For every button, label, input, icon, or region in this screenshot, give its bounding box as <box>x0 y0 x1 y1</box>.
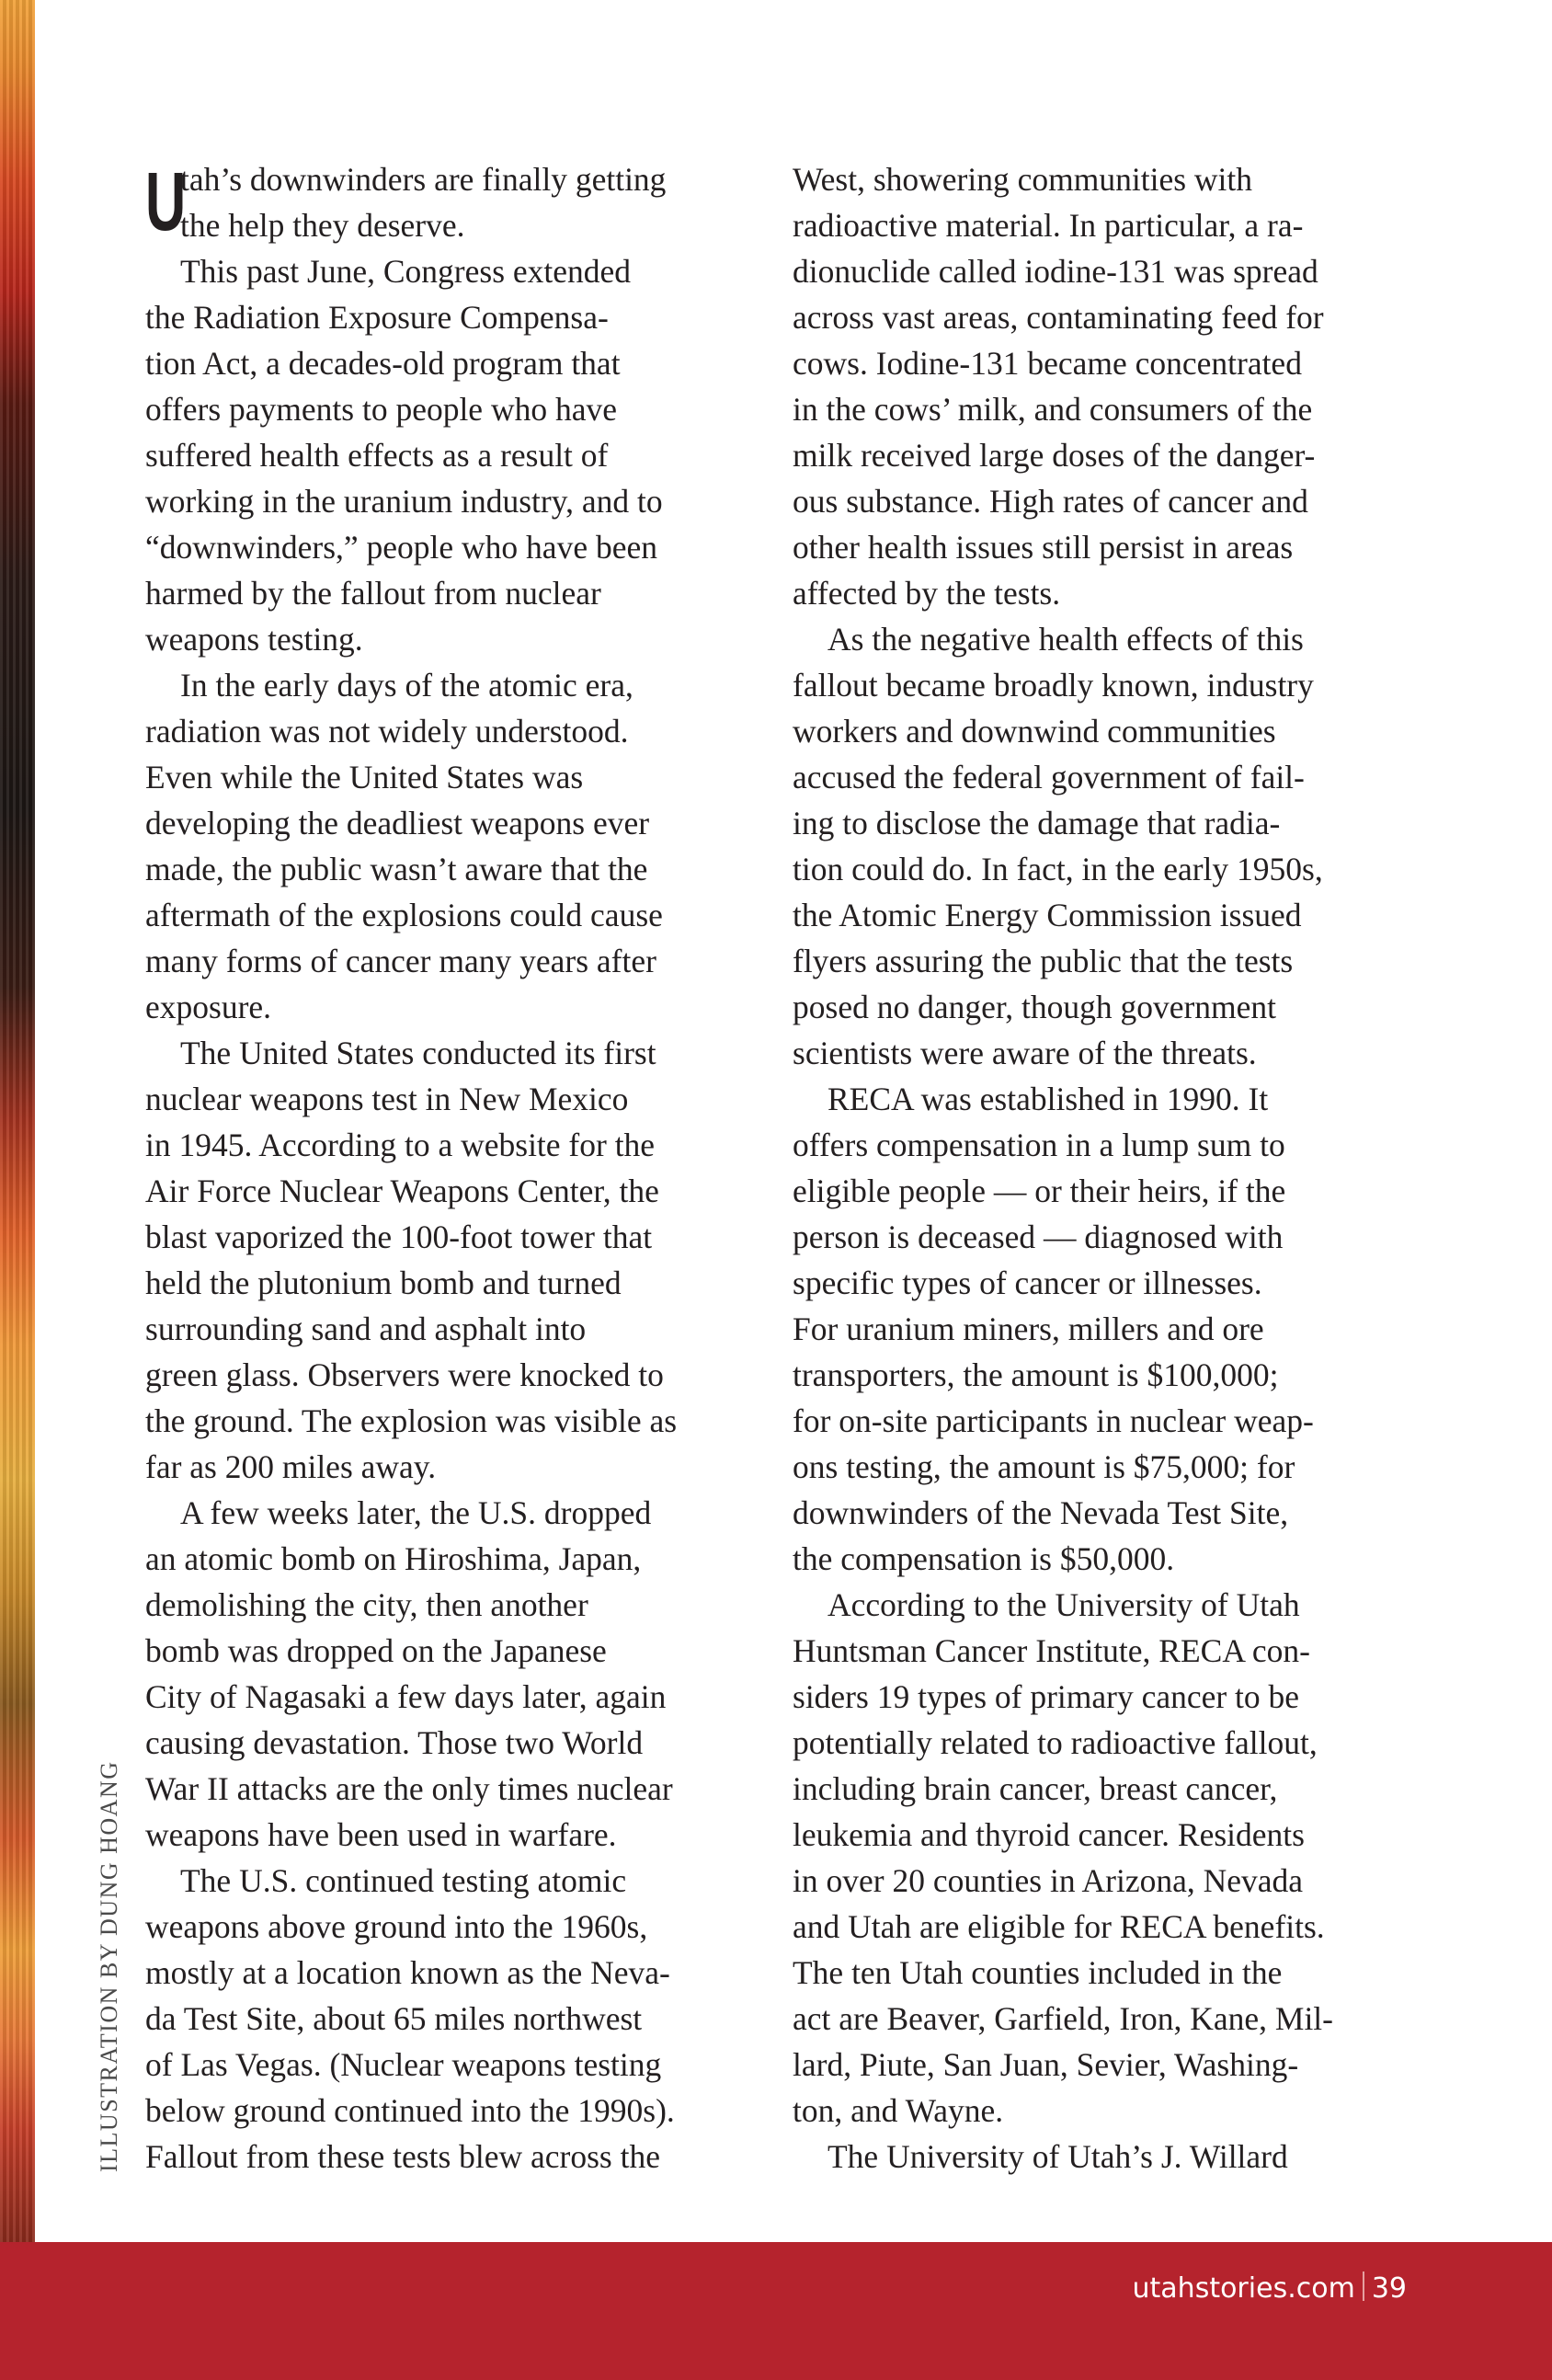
text-line: The United States conducted its first <box>180 1035 656 1071</box>
text-line: of Las Vegas. (Nuclear weapons testing <box>145 2046 662 2083</box>
text-line: for on-site participants in nuclear weap- <box>793 1402 1314 1439</box>
text-line: cows. Iodine-131 became concentrated <box>793 345 1302 382</box>
text-line: According to the University of Utah <box>827 1586 1300 1623</box>
article-column-right <box>793 156 1427 2180</box>
text-line: the Atomic Energy Commission issued <box>793 897 1302 933</box>
text-line: ous substance. High rates of cancer and <box>793 483 1308 520</box>
footer-bar <box>0 2242 1552 2380</box>
text-line: far as 200 miles away. <box>145 1448 437 1485</box>
text-line: tah’s downwinders are finally getting <box>180 161 667 198</box>
article-column-left <box>145 156 780 2180</box>
drop-cap: U <box>145 156 187 248</box>
text-line: in over 20 counties in Arizona, Nevada <box>793 1862 1304 1899</box>
text-line: specific types of cancer or illnesses. <box>793 1264 1262 1301</box>
text-line: offers compensation in a lump sum to <box>793 1127 1285 1163</box>
text-line: For uranium miners, millers and ore <box>793 1310 1264 1347</box>
text-line: causing devastation. Those two World <box>145 1724 644 1761</box>
footer-text <box>1133 2271 1407 2305</box>
text-line: da Test Site, about 65 miles northwest <box>145 2000 643 2037</box>
text-line: nuclear weapons test in New Mexico <box>145 1081 629 1117</box>
text-line: posed no danger, though government <box>793 989 1277 1025</box>
text-line: The University of Utah’s J. Willard <box>827 2138 1288 2175</box>
text-line: blast vaporized the 100-foot tower that <box>145 1219 653 1255</box>
text-line: and Utah are eligible for RECA benefits. <box>793 1908 1325 1945</box>
text-line: ons testing, the amount is $75,000; for <box>793 1448 1295 1485</box>
text-line: Even while the United States was <box>145 759 584 795</box>
text-line: fallout became broadly known, industry <box>793 667 1314 704</box>
text-line: potentially related to radioactive fallout, <box>793 1724 1318 1761</box>
text-line: dionuclide called iodine-131 was spread <box>793 253 1318 290</box>
text-line: in the cows’ milk, and consumers of the <box>793 391 1313 428</box>
text-line: act are Beaver, Garfield, Iron, Kane, Mil- <box>793 2000 1333 2037</box>
text-line: ing to disclose the damage that radia- <box>793 805 1281 841</box>
text-line: many forms of cancer many years after <box>145 943 656 979</box>
text-line: workers and downwind communities <box>793 713 1276 749</box>
text-line: RECA was established in 1990. It <box>827 1081 1269 1117</box>
site-link[interactable]: utahstories.com <box>1132 2272 1355 2305</box>
text-line: In the early days of the atomic era, <box>180 667 633 704</box>
text-line: held the plutonium bomb and turned <box>145 1264 622 1301</box>
text-line: developing the deadliest weapons ever <box>145 805 650 841</box>
text-line: green glass. Observers were knocked to <box>145 1356 664 1393</box>
text-line: harmed by the fallout from nuclear <box>145 575 601 612</box>
text-line: flyers assuring the public that the tests <box>793 943 1294 979</box>
illustration-strip <box>0 0 35 2242</box>
footer-separator <box>1363 2271 1364 2301</box>
text-line: Fallout from these tests blew across the <box>145 2138 660 2175</box>
text-line: As the negative health effects of this <box>827 621 1304 658</box>
text-line: War II attacks are the only times nuclear <box>145 1770 673 1807</box>
text-line: This past June, Congress extended <box>180 253 632 290</box>
text-line: suffered health effects as a result of <box>145 437 609 474</box>
illustration-credit: ILLUSTRATION BY DUNG HOANG <box>96 1760 122 2172</box>
text-line: an atomic bomb on Hiroshima, Japan, <box>145 1540 642 1577</box>
text-line: A few weeks later, the U.S. dropped <box>180 1494 652 1531</box>
text-line: Huntsman Cancer Institute, RECA con- <box>793 1632 1310 1669</box>
text-line: “downwinders,” people who have been <box>145 529 657 566</box>
text-line: radiation was not widely understood. <box>145 713 629 749</box>
text-line: milk received large doses of the danger- <box>793 437 1316 474</box>
text-line: the Radiation Exposure Compensa- <box>145 299 609 336</box>
text-line: other health issues still persist in areas <box>793 529 1294 566</box>
text-line: made, the public wasn’t aware that the <box>145 851 648 887</box>
text-line: downwinders of the Nevada Test Site, <box>793 1494 1289 1531</box>
text-line: the compensation is $50,000. <box>793 1540 1175 1577</box>
text-line: affected by the tests. <box>793 575 1061 612</box>
text-line: aftermath of the explosions could cause <box>145 897 663 933</box>
text-line: working in the uranium industry, and to <box>145 483 663 520</box>
text-line: radioactive material. In particular, a ra- <box>793 207 1304 244</box>
text-line: transporters, the amount is $100,000; <box>793 1356 1279 1393</box>
text-line: tion could do. In fact, in the early 1950s, <box>793 851 1323 887</box>
text-line: mostly at a location known as the Neva- <box>145 1954 670 1991</box>
text-line: The U.S. continued testing atomic <box>180 1862 627 1899</box>
text-line: including brain cancer, breast cancer, <box>793 1770 1278 1807</box>
page-number: 39 <box>1371 2272 1407 2305</box>
text-line: lard, Piute, San Juan, Sevier, Washing- <box>793 2046 1299 2083</box>
text-line: weapons above ground into the 1960s, <box>145 1908 648 1945</box>
text-line: the help they deserve. <box>180 207 465 244</box>
text-line: bomb was dropped on the Japanese <box>145 1632 607 1669</box>
text-line: the ground. The explosion was visible as <box>145 1402 678 1439</box>
text-line: The ten Utah counties included in the <box>793 1954 1283 1991</box>
text-line: West, showering communities with <box>793 161 1252 198</box>
text-line: demolishing the city, then another <box>145 1586 588 1623</box>
text-line: ton, and Wayne. <box>793 2092 1004 2129</box>
text-line: exposure. <box>145 989 272 1025</box>
text-line: accused the federal government of fail- <box>793 759 1305 795</box>
text-line: siders 19 types of primary cancer to be <box>793 1678 1300 1715</box>
text-line: person is deceased — diagnosed with <box>793 1219 1284 1255</box>
text-line: weapons testing. <box>145 621 363 658</box>
text-line: below ground continued into the 1990s). <box>145 2092 675 2129</box>
text-line: weapons have been used in warfare. <box>145 1816 617 1853</box>
text-line: in 1945. According to a website for the <box>145 1127 656 1163</box>
text-line: offers payments to people who have <box>145 391 617 428</box>
text-line: City of Nagasaki a few days later, again <box>145 1678 667 1715</box>
text-line: Air Force Nuclear Weapons Center, the <box>145 1173 659 1209</box>
text-line: eligible people — or their heirs, if the <box>793 1173 1286 1209</box>
text-line: surrounding sand and asphalt into <box>145 1310 587 1347</box>
text-line: leukemia and thyroid cancer. Residents <box>793 1816 1305 1853</box>
text-line: across vast areas, contaminating feed for <box>793 299 1324 336</box>
text-line: tion Act, a decades-old program that <box>145 345 621 382</box>
text-line: scientists were aware of the threats. <box>793 1035 1257 1071</box>
